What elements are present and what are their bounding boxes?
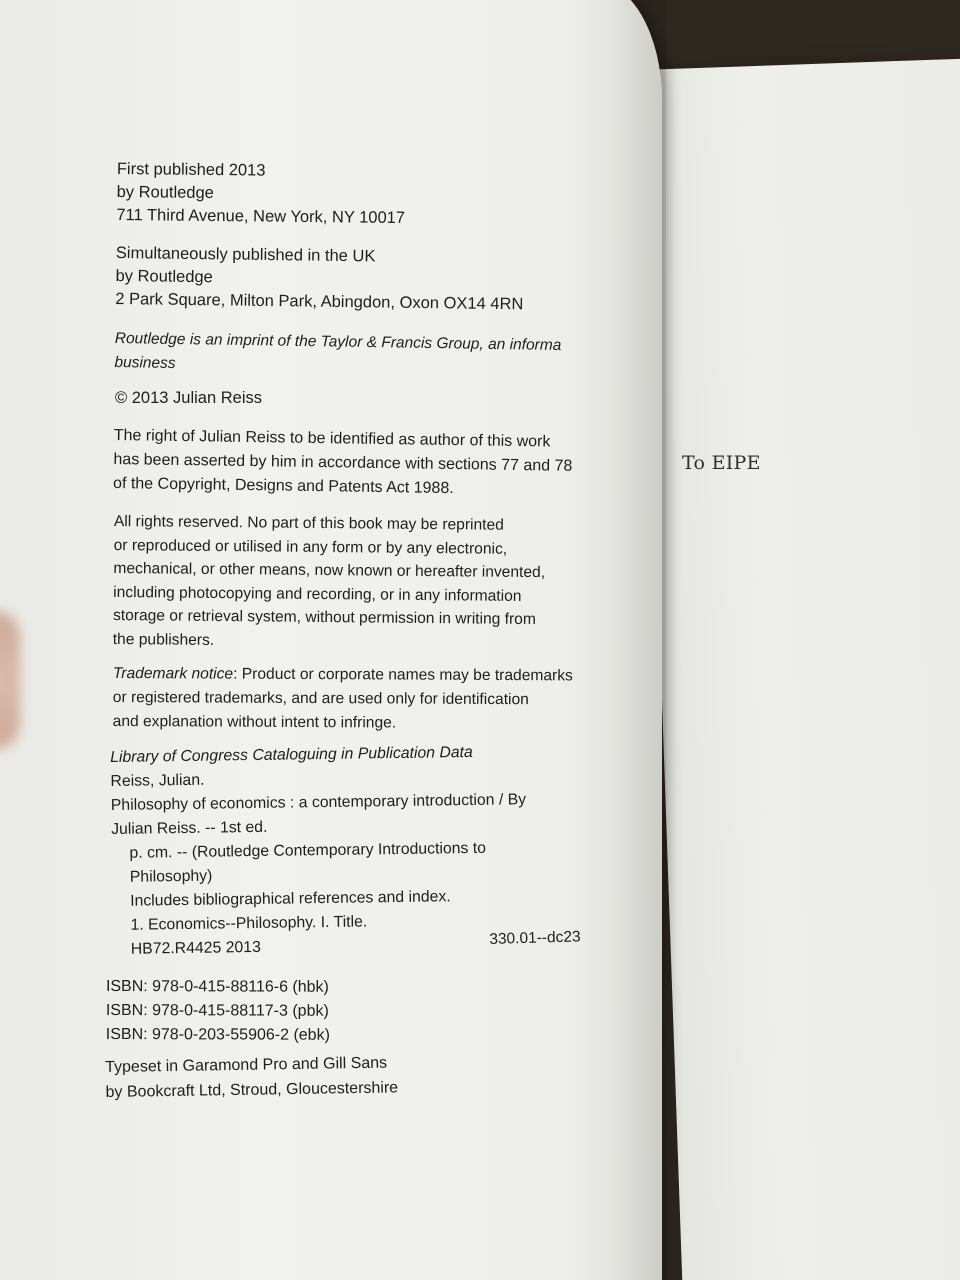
cip-indented-line: HB72.R4425 2013 bbox=[130, 938, 261, 958]
all-rights-line: mechanical, or other means, now known or hereafter invented, bbox=[113, 559, 546, 582]
cip-classification: 330.01--dc23 bbox=[489, 928, 581, 948]
trademark-block bbox=[113, 662, 573, 736]
isbn-line: ISBN: 978-0-415-88117-3 (pbk) bbox=[105, 1001, 329, 1020]
publication-line: by Routledge bbox=[116, 182, 214, 203]
trademark-line: or registered trademarks, and are used only for identification bbox=[112, 688, 529, 709]
trademark-line bbox=[113, 662, 573, 688]
all-rights-line: including photocopying and recording, or in any information bbox=[113, 583, 522, 605]
all-rights-line: storage or retrieval system, without permission in writing from bbox=[112, 606, 536, 629]
publication-line: First published 2013 bbox=[116, 159, 266, 180]
cip-indented-line: 1. Economics--Philosophy. I. Title. bbox=[130, 913, 368, 934]
cip-line: Julian Reiss. -- 1st ed. bbox=[111, 818, 268, 838]
imprint-block bbox=[114, 327, 561, 382]
cip-block bbox=[110, 740, 528, 962]
all-rights-line: the publishers. bbox=[112, 630, 215, 649]
rights-line: The right of Julian Reiss to be identified as author of this work bbox=[113, 426, 551, 451]
rights-line: of the Copyright, Designs and Patents Act 1988. bbox=[112, 474, 454, 498]
cip-line: Philosophy of economics : a contemporary introduction / By bbox=[110, 791, 527, 814]
uk-publication-line: Simultaneously published in the UK bbox=[115, 243, 376, 266]
publication-block bbox=[116, 158, 405, 230]
cip-line: Reiss, Julian. bbox=[110, 771, 205, 790]
isbn-line: ISBN: 978-0-203-55906-2 (ebk) bbox=[105, 1025, 330, 1044]
uk-publication-block bbox=[115, 242, 524, 316]
imprint-line: business bbox=[114, 353, 176, 372]
rights-statement-block bbox=[113, 424, 573, 503]
cip-indented-line: Philosophy) bbox=[129, 867, 213, 886]
cip-heading: Library of Congress Cataloguing in Publication Data bbox=[110, 743, 473, 766]
all-rights-line: All rights reserved. No part of this book may be reprinted bbox=[113, 512, 504, 534]
uk-publication-line: 2 Park Square, Milton Park, Abingdon, Oxon OX14 4RN bbox=[115, 289, 524, 314]
cip-indented-line: p. cm. -- (Routledge Contemporary Introductions to bbox=[129, 839, 487, 862]
isbn-line: ISBN: 978-0-415-88116-6 (hbk) bbox=[105, 978, 329, 996]
typeset-block bbox=[105, 1050, 398, 1105]
cip-indented bbox=[111, 836, 528, 962]
all-rights-block bbox=[113, 510, 546, 655]
cip-indented-line: Includes bibliographical references and index. bbox=[130, 888, 451, 910]
rights-line: has been asserted by him in accordance with sections 77 and 78 bbox=[113, 450, 573, 475]
isbn-block bbox=[106, 975, 330, 1048]
all-rights-line: or reproduced or utilised in any form or by any electronic, bbox=[113, 536, 508, 558]
typeset-line: by Bookcraft Ltd, Stroud, Gloucestershire bbox=[105, 1079, 399, 1101]
uk-publication-line: by Routledge bbox=[115, 266, 213, 287]
trademark-line: and explanation without intent to infringe. bbox=[112, 712, 397, 732]
publication-line: 711 Third Avenue, New York, NY 10017 bbox=[116, 205, 406, 228]
typeset-line: Typeset in Garamond Pro and Gill Sans bbox=[105, 1054, 388, 1076]
trademark-text: : Product or corporate names may be trademarks bbox=[233, 665, 573, 685]
copyright-notice: © 2013 Julian Reiss bbox=[115, 389, 262, 407]
trademark-label: Trademark notice bbox=[112, 664, 234, 683]
dedication: To EIPE bbox=[682, 452, 761, 474]
imprint-line: Routledge is an imprint of the Taylor & Francis Group, an informa bbox=[114, 329, 562, 355]
